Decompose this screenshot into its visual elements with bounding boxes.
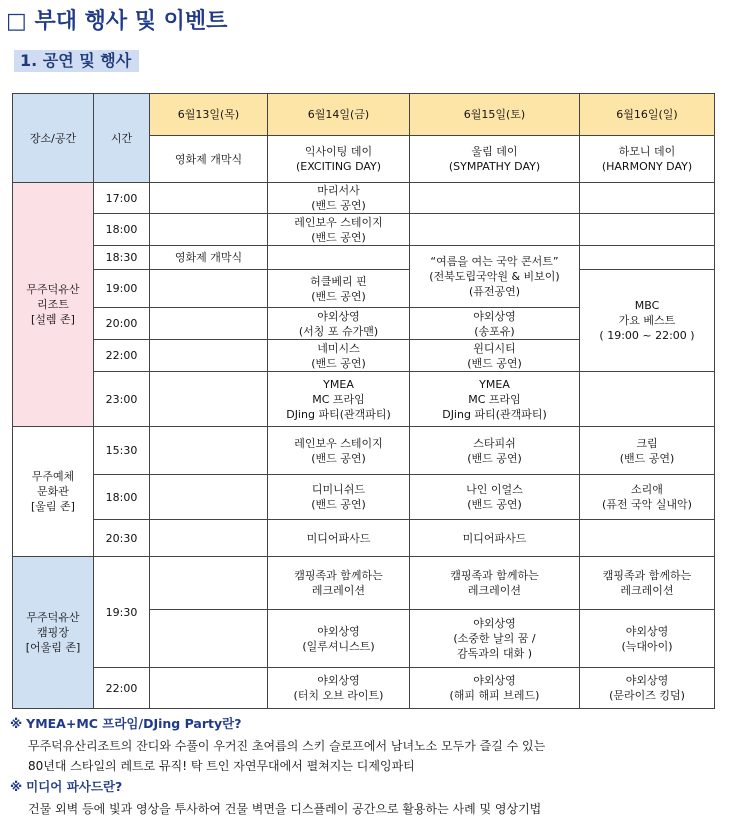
schedule-cell: MBC 가요 베스트 ( 19:00 ~ 22:00 ) [580, 270, 715, 372]
note-ymea-title [10, 714, 241, 732]
schedule-cell: 미디어파사드 [410, 520, 580, 557]
schedule-cell: 스타피쉬 (밴드 공연) [410, 427, 580, 475]
time-cell: 18:00 [94, 475, 150, 520]
schedule-cell: 영화제 개막식 [150, 246, 268, 270]
schedule-cell-empty [150, 308, 268, 340]
time-cell: 22:00 [94, 668, 150, 709]
schedule-cell: 윈디시티 (밴드 공연) [410, 340, 580, 372]
note-mark: ※ [10, 716, 23, 731]
schedule-cell-empty [150, 557, 268, 610]
day-header: 6월13일(목) [150, 94, 268, 136]
note-media-title [10, 777, 122, 795]
schedule-cell: 네미시스 (밴드 공연) [268, 340, 410, 372]
schedule-cell-empty [150, 610, 268, 668]
schedule-cell: 캠핑족과 함께하는 레크레이션 [580, 557, 715, 610]
schedule-cell-empty [580, 183, 715, 214]
schedule-cell-empty [150, 214, 268, 246]
note-media-question: 미디어 파사드란? [26, 779, 123, 794]
day-header: 6월16일(일) [580, 94, 715, 136]
schedule-cell-empty [580, 520, 715, 557]
schedule-cell: 야외상영 (소중한 날의 꿈 / 감독과의 대화 ) [410, 610, 580, 668]
day-theme: 울림 데이 (SYMPATHY DAY) [410, 136, 580, 183]
schedule-cell: 미디어파사드 [268, 520, 410, 557]
day-theme: 하모니 데이 (HARMONY DAY) [580, 136, 715, 183]
schedule-cell: 소리애 (퓨전 국악 실내악) [580, 475, 715, 520]
schedule-cell: 캠핑족과 함께하는 레크레이션 [410, 557, 580, 610]
time-cell: 22:00 [94, 340, 150, 372]
day-header: 6월15일(토) [410, 94, 580, 136]
section-title: □ 부대 행사 및 이벤트 [6, 9, 228, 34]
note-mark: ※ [10, 779, 23, 794]
time-cell: 23:00 [94, 372, 150, 427]
time-cell: 18:00 [94, 214, 150, 246]
schedule-cell-empty [150, 427, 268, 475]
schedule-cell-empty [580, 246, 715, 270]
event-schedule-table [12, 93, 715, 709]
time-cell: 18:30 [94, 246, 150, 270]
schedule-cell-empty [410, 183, 580, 214]
schedule-cell: 나인 이얼스 (밴드 공연) [410, 475, 580, 520]
day-theme: 영화제 개막식 [150, 136, 268, 183]
header-time: 시간 [94, 94, 150, 183]
note-ymea-question: YMEA+MC 프라임/DJing Party란? [26, 716, 242, 731]
schedule-cell: 야외상영 (터치 오브 라이트) [268, 668, 410, 709]
subsection-title: 1. 공연 및 행사 [14, 50, 139, 72]
note-media-desc: 건물 외벽 등에 빛과 영상을 투사하여 건물 벽면을 디스플레이 공간으로 활용하는 사례 및 영상기법 [28, 802, 542, 816]
schedule-cell-empty [150, 270, 268, 308]
schedule-cell-empty [150, 340, 268, 372]
venue-culture-hall: 무주예체 문화관 [울림 존] [13, 427, 94, 557]
schedule-cell: 크림 (밴드 공연) [580, 427, 715, 475]
note-ymea-desc-1: 무주덕유산리조트의 잔디와 수풀이 우거진 초여름의 스키 슬로프에서 남녀노소 모두가 즐길 수 있는 [28, 739, 546, 753]
schedule-cell: 야외상영 (일루셔니스트) [268, 610, 410, 668]
venue-campground: 무주덕유산 캠핑장 [어울림 존] [13, 557, 94, 709]
schedule-cell-empty [150, 372, 268, 427]
schedule-cell-empty [150, 668, 268, 709]
schedule-cell: 야외상영 (늑대아이) [580, 610, 715, 668]
schedule-cell: 캠핑족과 함께하는 레크레이션 [268, 557, 410, 610]
schedule-cell: 야외상영 (서칭 포 슈가맨) [268, 308, 410, 340]
time-cell: 20:00 [94, 308, 150, 340]
schedule-cell-empty [150, 475, 268, 520]
time-cell: 15:30 [94, 427, 150, 475]
schedule-cell-empty [268, 246, 410, 270]
schedule-cell: 허클베리 핀 (밴드 공연) [268, 270, 410, 308]
schedule-cell: 레인보우 스테이지 (밴드 공연) [268, 214, 410, 246]
schedule-cell: “여름을 여는 국악 콘서트” (전북도립국악원 & 비보이) (퓨전공연) [410, 246, 580, 308]
venue-resort: 무주덕유산 리조트 [설렘 존] [13, 183, 94, 427]
schedule-cell: 디미니쉬드 (밴드 공연) [268, 475, 410, 520]
schedule-cell-empty [150, 520, 268, 557]
time-cell: 20:30 [94, 520, 150, 557]
schedule-cell: 레인보우 스테이지 (밴드 공연) [268, 427, 410, 475]
schedule-cell: 야외상영 (해피 해피 브레드) [410, 668, 580, 709]
schedule-cell-empty [580, 214, 715, 246]
note-ymea-desc-2: 80년대 스타일의 레트로 뮤직! 탁 트인 자연무대에서 펼쳐지는 디제잉파티 [28, 759, 415, 773]
schedule-cell: 야외상영 (송포유) [410, 308, 580, 340]
day-header: 6월14일(금) [268, 94, 410, 136]
time-cell: 19:30 [94, 557, 150, 668]
schedule-cell: 마리서사 (밴드 공연) [268, 183, 410, 214]
schedule-cell-empty [410, 214, 580, 246]
time-cell: 19:00 [94, 270, 150, 308]
schedule-cell: 야외상영 (문라이즈 킹덤) [580, 668, 715, 709]
header-place: 장소/공간 [13, 94, 94, 183]
time-cell: 17:00 [94, 183, 150, 214]
schedule-cell-empty [580, 372, 715, 427]
schedule-cell: YMEA MC 프라임 DJing 파티(관객파티) [410, 372, 580, 427]
day-theme: 익사이팅 데이 (EXCITING DAY) [268, 136, 410, 183]
schedule-cell: YMEA MC 프라임 DJing 파티(관객파티) [268, 372, 410, 427]
schedule-cell-empty [150, 183, 268, 214]
